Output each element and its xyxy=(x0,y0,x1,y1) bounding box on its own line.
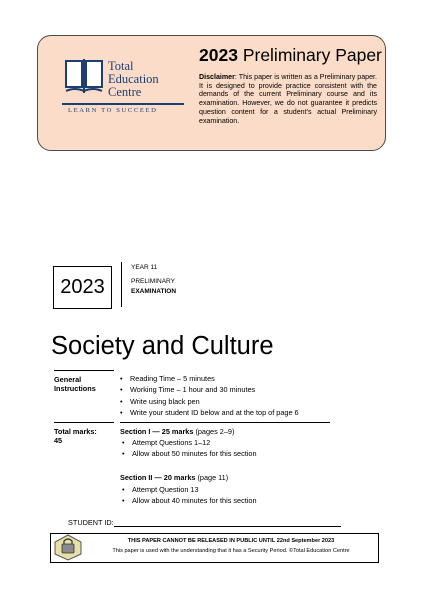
exam-type-line2: EXAMINATION xyxy=(131,288,177,295)
section2-title: Section II — 20 marks xyxy=(120,473,196,482)
general-label-line1: General xyxy=(54,375,82,384)
logo-name-line2: Education xyxy=(108,72,159,86)
disclaimer-text: : This paper is written as a Preliminary paper. It is designed to provide practice consistent with the demands of the current Preliminary course and its examination. However, we do not guarantee it predicts question content for a student’s actual Preliminary examination. xyxy=(199,73,377,125)
general-label-line2: Instructions xyxy=(54,384,96,393)
book-logo-icon xyxy=(64,57,104,95)
logo-name-line3: Centre xyxy=(108,85,142,99)
list-item: • Attempt Question 13 xyxy=(122,484,257,495)
security-seal-icon xyxy=(53,534,83,561)
logo-name xyxy=(108,60,159,99)
disclaimer xyxy=(199,73,377,125)
subject-title: Society and Culture xyxy=(51,332,274,360)
section2-pages: (page 11) xyxy=(195,473,229,482)
list-item: • Write using black pen xyxy=(120,396,299,407)
logo-underline xyxy=(62,103,184,105)
paper-title-year: 2023 xyxy=(199,45,238,65)
list-item: • Allow about 50 minutes for this section xyxy=(122,448,257,459)
total-rule-left xyxy=(54,422,114,423)
section2-heading xyxy=(120,473,228,482)
section2-list xyxy=(122,484,257,507)
exam-level: YEAR 11 xyxy=(131,264,158,271)
general-instructions-label xyxy=(54,375,96,393)
general-rule xyxy=(54,370,114,371)
paper-title xyxy=(199,45,382,66)
list-item: • Reading Time – 5 minutes xyxy=(120,373,299,384)
list-item: • Working Time – 1 hour and 30 minutes xyxy=(120,384,299,395)
section1-list xyxy=(122,437,257,460)
logo-name-line1: Total xyxy=(108,59,134,73)
disclaimer-label: Disclaimer xyxy=(199,73,235,81)
student-id-field[interactable] xyxy=(114,526,341,527)
section1-pages: (pages 2–9) xyxy=(193,427,235,436)
paper-title-text: Preliminary Paper xyxy=(242,45,382,65)
list-item: • Allow about 40 minutes for this section xyxy=(122,495,257,506)
total-marks-value: 45 xyxy=(54,436,63,445)
student-id-label: STUDENT ID: xyxy=(68,518,114,527)
logo-tagline: LEARN TO SUCCEED xyxy=(68,107,158,114)
general-instructions-list xyxy=(120,373,299,419)
security-notice-title: THIS PAPER CANNOT BE RELEASED IN PUBLIC UNTIL 22nd September 2023 xyxy=(127,538,335,544)
year-divider xyxy=(121,262,122,307)
list-item: • Attempt Questions 1–12 xyxy=(122,437,257,448)
section1-title: Section I — 25 marks xyxy=(120,427,194,436)
list-item: • Write your student ID below and at the top of page 6 xyxy=(120,407,299,418)
security-notice-text: This paper is used with the understanding that it has a Security Period. ©Total Education Centre xyxy=(112,548,350,554)
exam-year-box: 2023 xyxy=(53,266,112,309)
total-marks-label xyxy=(54,427,97,445)
total-rule-right xyxy=(120,422,330,423)
section1-heading xyxy=(120,427,234,436)
exam-type-line1: PRELIMINARY xyxy=(131,278,175,285)
total-marks-text: Total marks: xyxy=(54,427,97,436)
